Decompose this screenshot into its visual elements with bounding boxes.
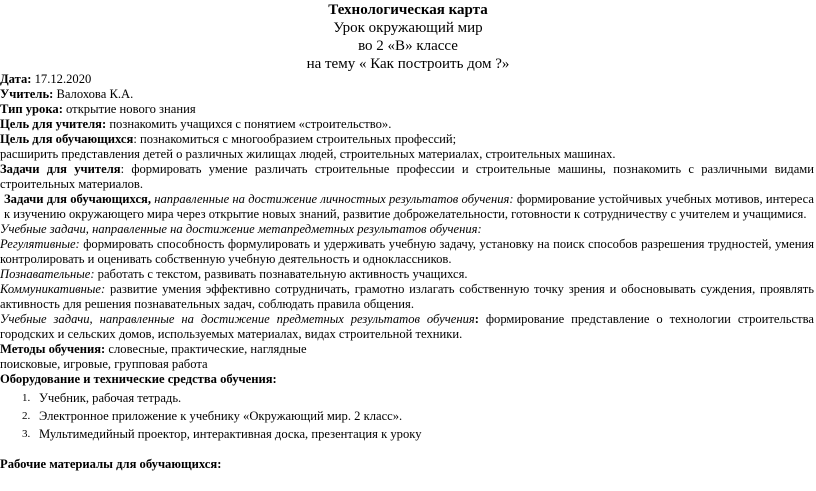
list-item: [0, 425, 814, 443]
lesson-type-value: открытие нового знания: [62, 102, 196, 116]
equipment-heading: Оборудование и технические средства обучения:: [0, 372, 277, 386]
subject-tasks-paragraph: [0, 312, 814, 342]
student-goal-value: : познакомиться с многообразием строительных профессий;: [133, 132, 457, 146]
list-item-number: 3.: [22, 428, 31, 440]
lesson-class: во 2 «В» классе: [358, 38, 458, 54]
regulatory-value: формировать способность формулировать и удерживать учебную задачу, установку на поиск способов разрешения трудностей, умения контролировать и оценивать собственную учебную деятельность и одноклассников.: [0, 237, 814, 266]
list-item-text: Электронное приложение к учебнику «Окружающий мир. 2 класс».: [39, 409, 403, 423]
personal-tasks-label: Задачи для обучающихся,: [4, 192, 152, 206]
lesson-subject: Урок окружающий мир: [333, 20, 483, 36]
date-label: Дата:: [0, 72, 32, 86]
meta-tasks-heading: Учебные задачи, направленные на достижение метапредметных результатов обучения:: [0, 222, 482, 236]
communicative-paragraph: [0, 282, 814, 312]
student-goal-line: [0, 132, 814, 147]
lesson-topic: на тему « Как построить дом ?»: [306, 56, 510, 72]
document-body: [0, 72, 814, 472]
date-value: 17.12.2020: [31, 72, 92, 86]
teacher-tasks-paragraph: [0, 162, 814, 192]
methods-value: словесные, практические, наглядные: [105, 342, 307, 356]
personal-tasks-paragraph: [0, 192, 814, 222]
teacher-goal-value: познакомить учащихся с понятием «строительство».: [106, 117, 392, 131]
teacher-tasks-label: Задачи для учителя: [0, 162, 121, 176]
document-title: Технологическая карта: [328, 2, 488, 18]
regulatory-paragraph: [0, 237, 814, 267]
methods-label: Методы обучения:: [0, 342, 106, 356]
personal-tasks-italic: направленные на достижение личностных результатов обучения:: [151, 192, 514, 206]
teacher-goal-line: [0, 117, 814, 132]
subject-tasks-label: Учебные задачи, направленные на достижение предметных результатов обучения: [0, 312, 475, 326]
personal-tasks-value: формирование устойчивых учебных мотивов, интереса к изучению окружающего мира через открытие новых знаний, развитие доброжелательности, готовности к сотрудничеству с учителем и учащимися.: [4, 192, 814, 221]
cognitive-label: Познавательные:: [0, 267, 95, 281]
methods-line: [0, 342, 814, 357]
equipment-list: [0, 389, 814, 443]
communicative-value: развитие умения эффективно сотрудничать, грамотно излагать собственную точку зрения и обосновывать суждения, проявлять активность для решения познавательных задач, соблюдать правила общения.: [0, 282, 814, 311]
list-item: [0, 389, 814, 407]
communicative-label: Коммуникативные:: [0, 282, 106, 296]
student-goal-continuation: расширить представления детей о различных жилищах людей, строительных материалах, строительных машинах.: [0, 147, 616, 161]
cognitive-value: работать с текстом, развивать познавательную активность учащихся.: [94, 267, 468, 281]
title-block: [0, 0, 816, 73]
teacher-goal-label: Цель для учителя:: [0, 117, 107, 131]
list-item-number: 2.: [22, 410, 31, 422]
teacher-tasks-value: : формировать умение различать строительные профессии и строительные машины, познакомить с различными видами строительных материалов.: [0, 162, 814, 191]
list-item: [0, 407, 814, 425]
cognitive-line: [0, 267, 814, 282]
materials-heading: Рабочие материалы для обучающихся:: [0, 457, 222, 471]
teacher-value: Валохова К.А.: [53, 87, 134, 101]
list-item-number: 1.: [22, 392, 31, 404]
student-goal-label: Цель для обучающихся: [0, 132, 134, 146]
lesson-type-line: [0, 102, 814, 117]
spacer: [0, 443, 814, 457]
regulatory-label: Регулятивные:: [0, 237, 80, 251]
list-item-text: Учебник, рабочая тетрадь.: [39, 391, 182, 405]
subject-tasks-colon: :: [474, 312, 479, 326]
teacher-line: [0, 87, 814, 102]
date-line: [0, 72, 814, 87]
subject-tasks-value: формирование представление о технологии строительства городских и сельских домов, используемых материалах, видах строительной техники.: [0, 312, 814, 341]
lesson-type-label: Тип урока:: [0, 102, 63, 116]
methods-continuation: поисковые, игровые, групповая работа: [0, 357, 208, 371]
teacher-label: Учитель:: [0, 87, 54, 101]
list-item-text: Мультимедийный проектор, интерактивная доска, презентация к уроку: [39, 427, 422, 441]
